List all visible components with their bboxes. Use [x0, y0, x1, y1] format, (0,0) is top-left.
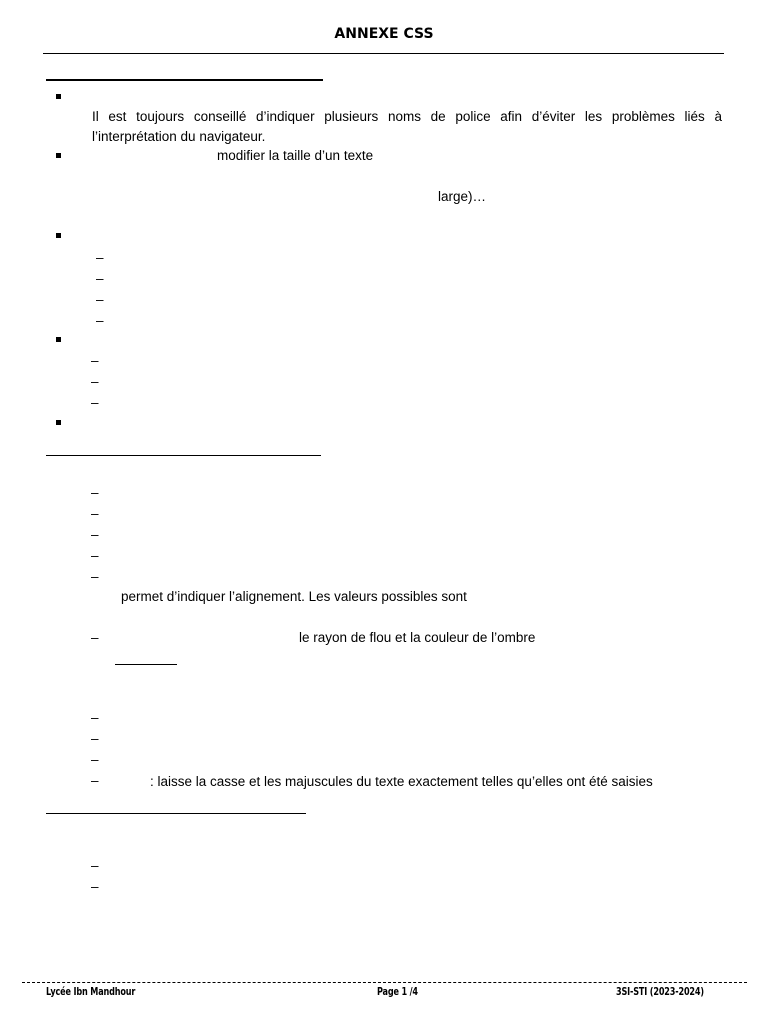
footer-divider: [22, 982, 747, 983]
bullet-marker: [56, 337, 61, 342]
dash-marker: –: [96, 271, 104, 286]
dash-marker: –: [91, 773, 99, 788]
text-align-text: permet d’indiquer l’alignement. Les valeurs possibles sont: [121, 589, 467, 604]
bullet-marker: [56, 420, 61, 425]
page-title: ANNEXE CSS: [334, 26, 434, 42]
section-1-heading-rule: [46, 79, 323, 81]
dash-marker: –: [91, 858, 99, 873]
dash-marker: –: [91, 548, 99, 563]
bullet-marker: [56, 233, 61, 238]
dash-marker: –: [91, 569, 99, 584]
footer-class-year: 3SI-STI (2023-2024): [616, 985, 704, 998]
text-transform-none-text: : laisse la casse et les majuscules du texte exactement telles qu’elles ont été saisies: [150, 774, 653, 789]
dash-marker: –: [91, 710, 99, 725]
underline-mark: [115, 664, 177, 665]
dash-marker: –: [96, 250, 104, 265]
font-family-note: Il est toujours conseillé d’indiquer plusieurs noms de police afin d’éviter les problèmes liés à l’interprétation du navigateur.: [92, 109, 722, 144]
dash-marker: –: [91, 527, 99, 542]
font-size-values-text: large)…: [438, 189, 487, 204]
dash-marker: –: [91, 395, 99, 410]
bullet-marker: [56, 94, 61, 99]
dash-marker: –: [91, 879, 99, 894]
bullet-marker: [56, 153, 61, 158]
dash-marker: –: [91, 353, 99, 368]
font-size-text: modifier la taille d’un texte: [217, 148, 374, 163]
title-divider: [43, 53, 724, 54]
section-3-heading-rule: [46, 813, 306, 814]
section-2-heading-rule: [46, 455, 321, 456]
dash-marker: –: [91, 374, 99, 389]
dash-marker: –: [91, 506, 99, 521]
dash-marker: –: [91, 485, 99, 500]
dash-marker: –: [91, 731, 99, 746]
dash-marker: –: [91, 630, 99, 645]
footer-page-number: Page 1 /4: [377, 985, 418, 998]
dash-marker: –: [96, 292, 104, 307]
dash-marker: –: [96, 313, 104, 328]
footer-school: Lycée Ibn Mandhour: [46, 985, 136, 998]
dash-marker: –: [91, 752, 99, 767]
text-shadow-text: le rayon de flou et la couleur de l’ombre: [299, 630, 536, 645]
